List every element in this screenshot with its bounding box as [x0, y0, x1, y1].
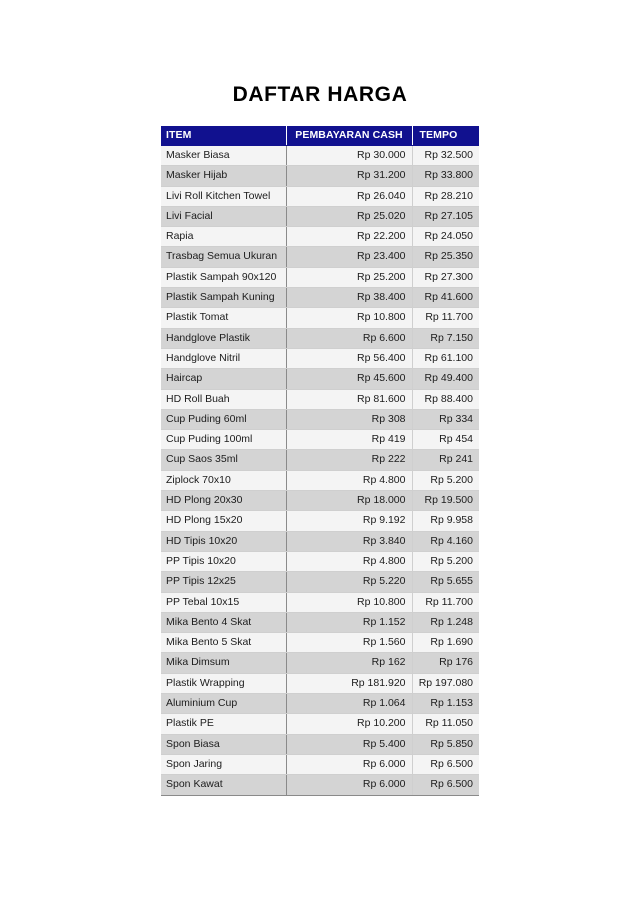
table-row — [161, 247, 479, 267]
cell-item-name: Plastik Tomat — [161, 308, 286, 328]
cell-price-cash: Rp 1.560 — [286, 633, 412, 653]
table-row — [161, 328, 479, 348]
cell-price-cash: Rp 6.000 — [286, 754, 412, 774]
column-header-cash: PEMBAYARAN CASH — [286, 126, 412, 146]
table-header-row — [161, 126, 479, 146]
table-row — [161, 430, 479, 450]
cell-price-cash: Rp 23.400 — [286, 247, 412, 267]
cell-item-name: Trasbag Semua Ukuran — [161, 247, 286, 267]
cell-price-tempo: Rp 4.160 — [412, 531, 479, 551]
cell-item-name: Masker Biasa — [161, 146, 286, 166]
table-row — [161, 206, 479, 226]
table-row — [161, 450, 479, 470]
cell-item-name: HD Roll Buah — [161, 389, 286, 409]
cell-item-name: Mika Bento 5 Skat — [161, 633, 286, 653]
cell-price-cash: Rp 10.800 — [286, 308, 412, 328]
cell-item-name: Plastik Sampah 90x120 — [161, 267, 286, 287]
cell-price-tempo: Rp 5.655 — [412, 572, 479, 592]
table-row — [161, 694, 479, 714]
cell-item-name: HD Plong 15x20 — [161, 511, 286, 531]
cell-price-tempo: Rp 1.153 — [412, 694, 479, 714]
cell-item-name: Spon Jaring — [161, 754, 286, 774]
cell-price-tempo: Rp 24.050 — [412, 227, 479, 247]
cell-price-cash: Rp 181.920 — [286, 673, 412, 693]
cell-price-cash: Rp 308 — [286, 409, 412, 429]
cell-price-tempo: Rp 41.600 — [412, 288, 479, 308]
cell-price-cash: Rp 38.400 — [286, 288, 412, 308]
cell-price-tempo: Rp 11.700 — [412, 308, 479, 328]
table-row — [161, 551, 479, 571]
cell-item-name: Cup Puding 100ml — [161, 430, 286, 450]
page-title: DAFTAR HARGA — [232, 83, 408, 106]
cell-price-tempo: Rp 5.200 — [412, 551, 479, 571]
cell-price-cash: Rp 1.064 — [286, 694, 412, 714]
cell-price-cash: Rp 6.000 — [286, 775, 412, 795]
cell-price-tempo: Rp 61.100 — [412, 348, 479, 368]
cell-price-tempo: Rp 11.700 — [412, 592, 479, 612]
table-row — [161, 470, 479, 490]
cell-price-tempo: Rp 88.400 — [412, 389, 479, 409]
table-row — [161, 673, 479, 693]
cell-item-name: Mika Dimsum — [161, 653, 286, 673]
table-row — [161, 714, 479, 734]
cell-price-tempo: Rp 28.210 — [412, 186, 479, 206]
table-row — [161, 308, 479, 328]
cell-item-name: Cup Puding 60ml — [161, 409, 286, 429]
cell-item-name: PP Tipis 12x25 — [161, 572, 286, 592]
table-row — [161, 592, 479, 612]
cell-price-tempo: Rp 33.800 — [412, 166, 479, 186]
table-row — [161, 511, 479, 531]
cell-price-tempo: Rp 19.500 — [412, 491, 479, 511]
cell-item-name: HD Tipis 10x20 — [161, 531, 286, 551]
cell-price-cash: Rp 18.000 — [286, 491, 412, 511]
cell-item-name: Ziplock 70x10 — [161, 470, 286, 490]
cell-price-tempo: Rp 6.500 — [412, 754, 479, 774]
cell-price-cash: Rp 10.200 — [286, 714, 412, 734]
table-row — [161, 531, 479, 551]
cell-item-name: Aluminium Cup — [161, 694, 286, 714]
cell-price-cash: Rp 6.600 — [286, 328, 412, 348]
cell-price-cash: Rp 222 — [286, 450, 412, 470]
table-row — [161, 734, 479, 754]
table-row — [161, 491, 479, 511]
cell-item-name: Handglove Nitril — [161, 348, 286, 368]
cell-item-name: Plastik Wrapping — [161, 673, 286, 693]
cell-price-tempo: Rp 6.500 — [412, 775, 479, 795]
cell-price-cash: Rp 3.840 — [286, 531, 412, 551]
cell-item-name: Livi Roll Kitchen Towel — [161, 186, 286, 206]
cell-price-cash: Rp 419 — [286, 430, 412, 450]
cell-price-tempo: Rp 27.105 — [412, 206, 479, 226]
cell-price-cash: Rp 10.800 — [286, 592, 412, 612]
cell-price-cash: Rp 5.220 — [286, 572, 412, 592]
table-row — [161, 348, 479, 368]
table-row — [161, 389, 479, 409]
cell-price-tempo: Rp 454 — [412, 430, 479, 450]
cell-item-name: Mika Bento 4 Skat — [161, 612, 286, 632]
cell-item-name: Masker Hijab — [161, 166, 286, 186]
cell-price-tempo: Rp 1.690 — [412, 633, 479, 653]
table-row — [161, 267, 479, 287]
cell-item-name: HD Plong 20x30 — [161, 491, 286, 511]
table-row — [161, 572, 479, 592]
cell-item-name: PP Tipis 10x20 — [161, 551, 286, 571]
cell-item-name: Rapia — [161, 227, 286, 247]
column-header-tempo: TEMPO — [412, 126, 479, 146]
cell-item-name: Haircap — [161, 369, 286, 389]
table-row — [161, 409, 479, 429]
cell-price-tempo: Rp 5.200 — [412, 470, 479, 490]
cell-price-cash: Rp 9.192 — [286, 511, 412, 531]
cell-item-name: Spon Biasa — [161, 734, 286, 754]
table-row — [161, 186, 479, 206]
cell-price-cash: Rp 26.040 — [286, 186, 412, 206]
price-list-table — [161, 126, 479, 796]
cell-price-cash: Rp 31.200 — [286, 166, 412, 186]
table-row — [161, 146, 479, 166]
cell-price-tempo: Rp 5.850 — [412, 734, 479, 754]
table-row — [161, 633, 479, 653]
table-row — [161, 227, 479, 247]
cell-price-tempo: Rp 334 — [412, 409, 479, 429]
cell-item-name: Spon Kawat — [161, 775, 286, 795]
column-header-item: ITEM — [161, 126, 286, 146]
cell-price-cash: Rp 81.600 — [286, 389, 412, 409]
cell-price-tempo: Rp 176 — [412, 653, 479, 673]
cell-item-name: Cup Saos 35ml — [161, 450, 286, 470]
price-table-container — [161, 126, 479, 796]
cell-price-cash: Rp 25.020 — [286, 206, 412, 226]
table-row — [161, 653, 479, 673]
cell-price-cash: Rp 4.800 — [286, 551, 412, 571]
cell-price-cash: Rp 22.200 — [286, 227, 412, 247]
cell-price-cash: Rp 56.400 — [286, 348, 412, 368]
table-row — [161, 288, 479, 308]
cell-price-cash: Rp 45.600 — [286, 369, 412, 389]
cell-price-tempo: Rp 241 — [412, 450, 479, 470]
cell-price-tempo: Rp 25.350 — [412, 247, 479, 267]
table-row — [161, 369, 479, 389]
cell-price-cash: Rp 1.152 — [286, 612, 412, 632]
table-row — [161, 612, 479, 632]
cell-price-cash: Rp 162 — [286, 653, 412, 673]
cell-price-tempo: Rp 32.500 — [412, 146, 479, 166]
cell-item-name: Plastik Sampah Kuning — [161, 288, 286, 308]
table-row — [161, 754, 479, 774]
table-row — [161, 775, 479, 795]
table-body — [161, 146, 479, 796]
cell-item-name: Handglove Plastik — [161, 328, 286, 348]
cell-price-tempo: Rp 27.300 — [412, 267, 479, 287]
cell-price-tempo: Rp 1.248 — [412, 612, 479, 632]
cell-item-name: PP Tebal 10x15 — [161, 592, 286, 612]
cell-price-cash: Rp 4.800 — [286, 470, 412, 490]
cell-price-cash: Rp 30.000 — [286, 146, 412, 166]
cell-price-tempo: Rp 197.080 — [412, 673, 479, 693]
cell-item-name: Livi Facial — [161, 206, 286, 226]
table-header — [161, 126, 479, 146]
cell-price-tempo: Rp 7.150 — [412, 328, 479, 348]
cell-price-tempo: Rp 49.400 — [412, 369, 479, 389]
cell-item-name: Plastik PE — [161, 714, 286, 734]
cell-price-cash: Rp 25.200 — [286, 267, 412, 287]
cell-price-tempo: Rp 9.958 — [412, 511, 479, 531]
table-row — [161, 166, 479, 186]
cell-price-tempo: Rp 11.050 — [412, 714, 479, 734]
cell-price-cash: Rp 5.400 — [286, 734, 412, 754]
